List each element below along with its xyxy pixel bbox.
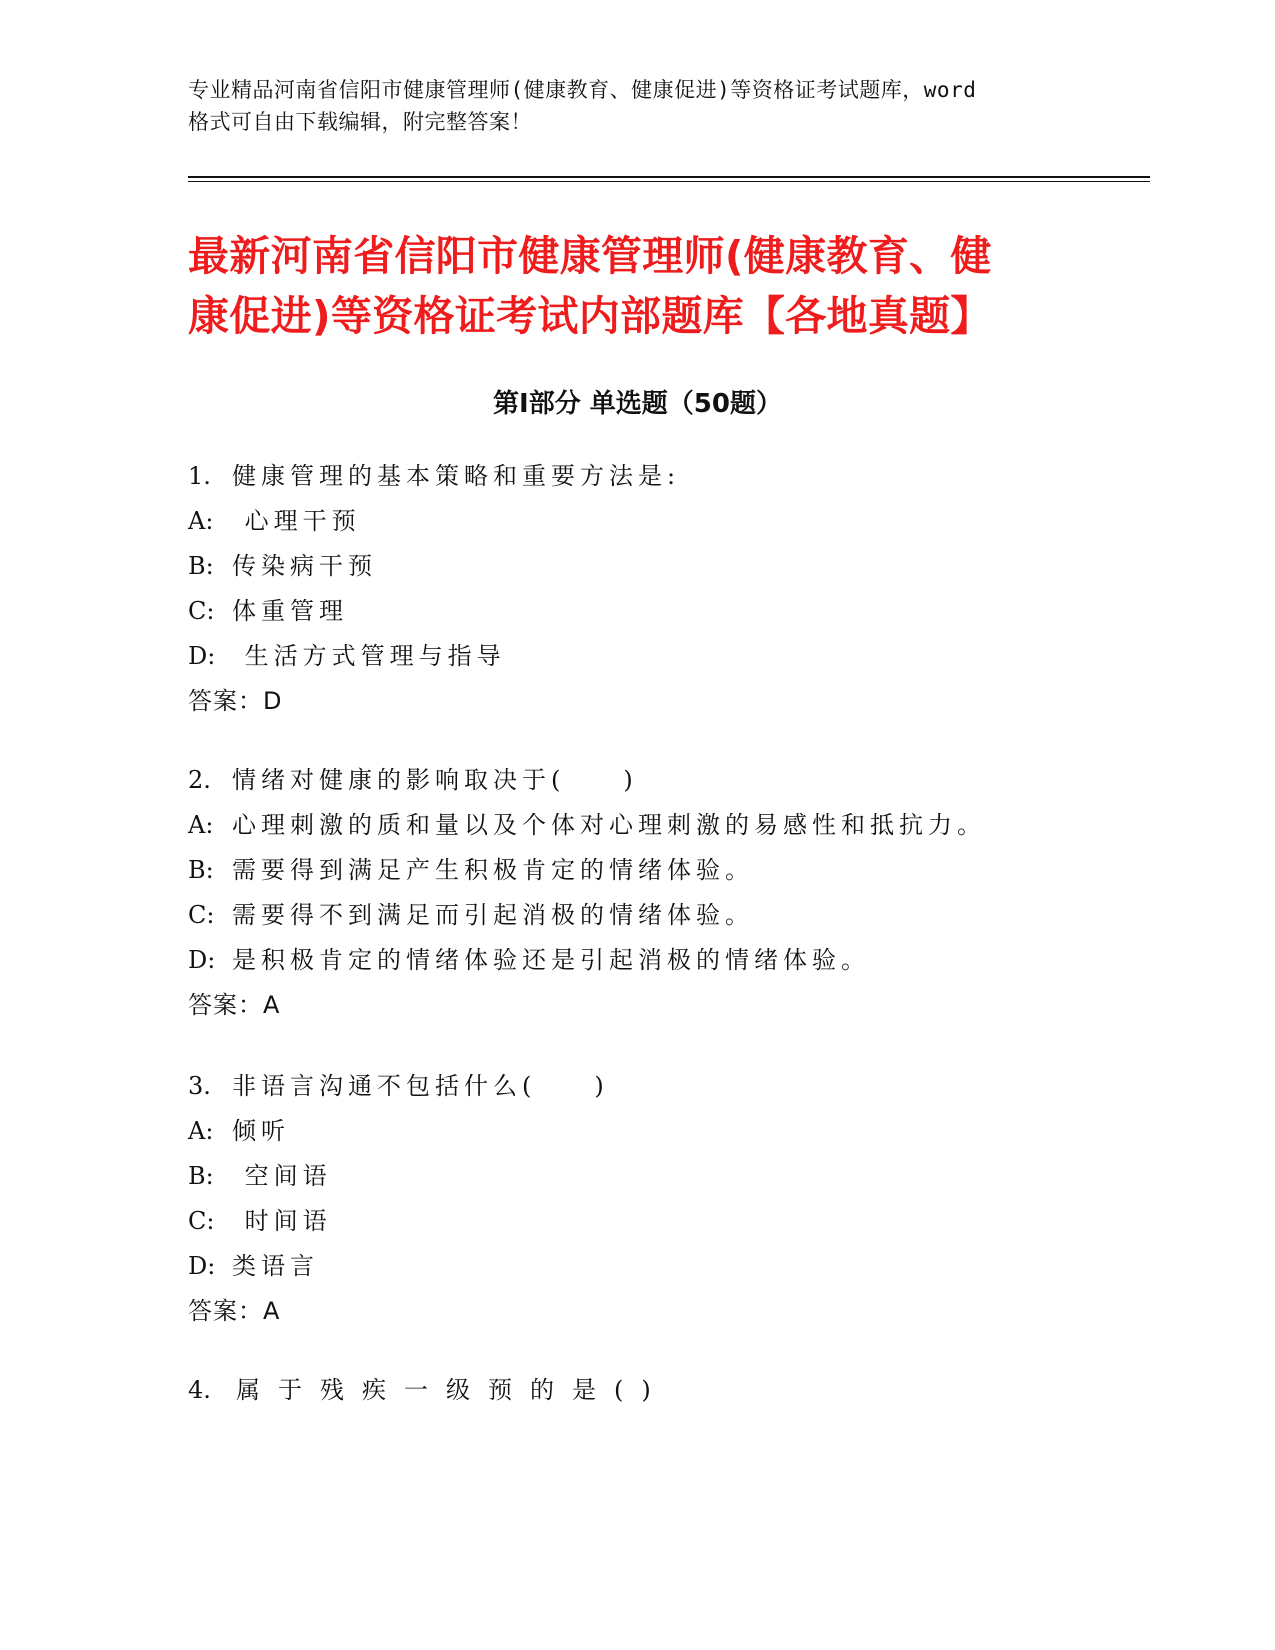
header-divider-thick [188, 176, 1150, 178]
question-text: 健康管理的基本策略和重要方法是: [232, 462, 681, 490]
option-key: C: [188, 901, 215, 929]
option-key: B: [188, 552, 214, 580]
question-number: 1. [188, 462, 211, 490]
option-key: C: [188, 1207, 215, 1235]
question-stem [188, 1064, 1148, 1109]
option-text: 时间语 [232, 1207, 332, 1235]
question-stem [188, 454, 1148, 499]
option-text: 空间语 [232, 1162, 332, 1190]
question-4 [188, 1368, 1148, 1413]
question-stem [188, 1368, 1148, 1413]
option-text: 心理刺激的质和量以及个体对心理刺激的易感性和抵抗力。 [232, 811, 986, 839]
option-key: D: [188, 642, 216, 670]
document-title-line-1: 最新河南省信阳市健康管理师(健康教育、健 [188, 232, 992, 280]
option-d [188, 938, 1148, 983]
question-stem [188, 758, 1148, 803]
option-key: B: [188, 856, 214, 884]
option-key: B: [188, 1162, 214, 1190]
question-1 [188, 454, 1148, 724]
option-key: C: [188, 597, 215, 625]
answer-label: 答案：A [188, 1297, 281, 1325]
option-text: 体重管理 [232, 597, 348, 625]
option-b [188, 1154, 1148, 1199]
option-b [188, 848, 1148, 893]
option-key: A: [188, 811, 214, 839]
option-text: 心理干预 [232, 507, 361, 535]
option-a [188, 803, 1148, 848]
option-key: A: [188, 507, 214, 535]
question-number: 4. [188, 1376, 211, 1404]
option-text: 需要得到满足产生积极肯定的情绪体验。 [232, 856, 754, 884]
answer-label: 答案：D [188, 687, 283, 715]
question-number: 2. [188, 766, 211, 794]
header-divider-thin [188, 181, 1150, 182]
option-text: 是积极肯定的情绪体验还是引起消极的情绪体验。 [232, 946, 870, 974]
question-text: 情绪对健康的影响取决于( ) [232, 766, 638, 794]
option-text: 倾听 [232, 1117, 290, 1145]
option-key: A: [188, 1117, 214, 1145]
question-number: 3. [188, 1072, 211, 1100]
question-text: 非语言沟通不包括什么( ) [232, 1072, 609, 1100]
option-d [188, 1244, 1148, 1289]
option-text: 类语言 [232, 1252, 319, 1280]
option-d [188, 634, 1148, 679]
option-b [188, 544, 1148, 589]
header-note-line-1: 专业精品河南省信阳市健康管理师(健康教育、健康促进)等资格证考试题库，word [188, 78, 977, 102]
option-a [188, 1109, 1148, 1154]
option-c [188, 1199, 1148, 1244]
option-c [188, 893, 1148, 938]
option-text: 需要得不到满足而引起消极的情绪体验。 [232, 901, 754, 929]
option-key: D: [188, 946, 216, 974]
option-text: 生活方式管理与指导 [232, 642, 506, 670]
header-note [188, 74, 1088, 138]
question-2 [188, 758, 1148, 1028]
answer-label: 答案：A [188, 991, 281, 1019]
document-title-line-2: 康促进)等资格证考试内部题库【各地真题】 [188, 292, 992, 340]
section-title: 第Ⅰ部分 单选题（50题） [493, 389, 782, 419]
option-key: D: [188, 1252, 216, 1280]
option-c [188, 589, 1148, 634]
question-text: 属于残疾一级预的是() [236, 1376, 669, 1404]
option-text: 传染病干预 [232, 552, 377, 580]
question-3 [188, 1064, 1148, 1334]
header-note-line-2: 格式可自由下载编辑，附完整答案！ [188, 110, 532, 134]
document-title [188, 226, 1108, 346]
option-a [188, 499, 1148, 544]
